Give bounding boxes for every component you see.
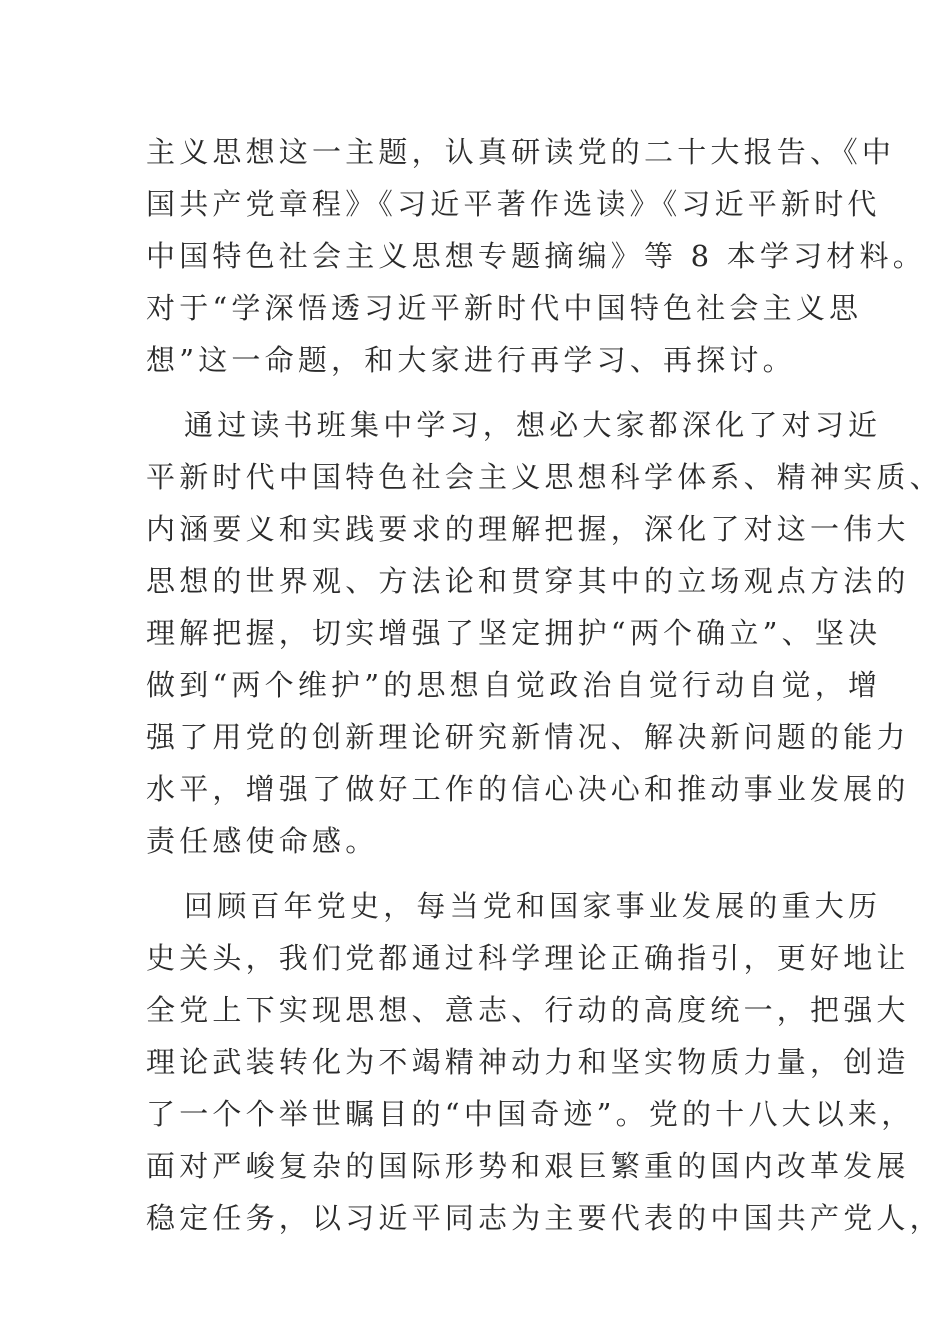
paragraph-2 <box>146 399 943 867</box>
text-line: 平新时代中国特色社会主义思想科学体系、精神实质、 <box>146 460 943 494</box>
text-line: 内涵要义和实践要求的理解把握，深化了对这一伟大 <box>146 512 910 546</box>
paragraph-spacer <box>146 867 818 880</box>
text-line: 全党上下实现思想、意志、行动的高度统一，把强大 <box>146 993 910 1027</box>
text-line: 强了用党的创新理论研究新情况、解决新问题的能力 <box>146 720 910 754</box>
text-line: 史关头，我们党都通过科学理论正确指引，更好地让 <box>146 941 910 975</box>
text-line: 稳定任务，以习近平同志为主要代表的中国共产党人， <box>146 1201 943 1235</box>
text-line: 水平，增强了做好工作的信心决心和推动事业发展的 <box>146 772 910 806</box>
paragraph-spacer <box>146 386 818 399</box>
body-text <box>146 126 943 1244</box>
text-line: 责任感使命感。 <box>146 824 379 858</box>
text-line: 理解把握，切实增强了坚定拥护“两个确立”、坚决 <box>146 616 882 650</box>
text-line: 做到“两个维护”的思想自觉政治自觉行动自觉，增 <box>146 668 882 702</box>
text-line: 面对严峻复杂的国际形势和艰巨繁重的国内改革发展 <box>146 1149 910 1183</box>
text-line: 中国特色社会主义思想专题摘编》等 8 本学习材料。 <box>146 239 926 273</box>
paragraph-3 <box>146 880 943 1244</box>
text-line: 想”这一命题，和大家进行再学习、再探讨。 <box>146 343 796 377</box>
text-line: 国共产党章程》《习近平著作选读》《习近平新时代 <box>146 187 881 221</box>
text-line: 对于“学深悟透习近平新时代中国特色社会主义思 <box>146 291 863 325</box>
text-line: 思想的世界观、方法论和贯穿其中的立场观点方法的 <box>146 564 910 598</box>
text-line: 回顾百年党史，每当党和国家事业发展的重大历 <box>184 889 882 923</box>
text-line: 理论武装转化为不竭精神动力和坚实物质力量，创造 <box>146 1045 910 1079</box>
text-line: 主义思想这一主题，认真研读党的二十大报告、《中 <box>146 135 896 169</box>
text-line: 通过读书班集中学习，想必大家都深化了对习近 <box>184 408 882 442</box>
text-line: 了一个个举世瞩目的“中国奇迹”。党的十八大以来， <box>146 1097 915 1131</box>
paragraph-1 <box>146 126 926 386</box>
